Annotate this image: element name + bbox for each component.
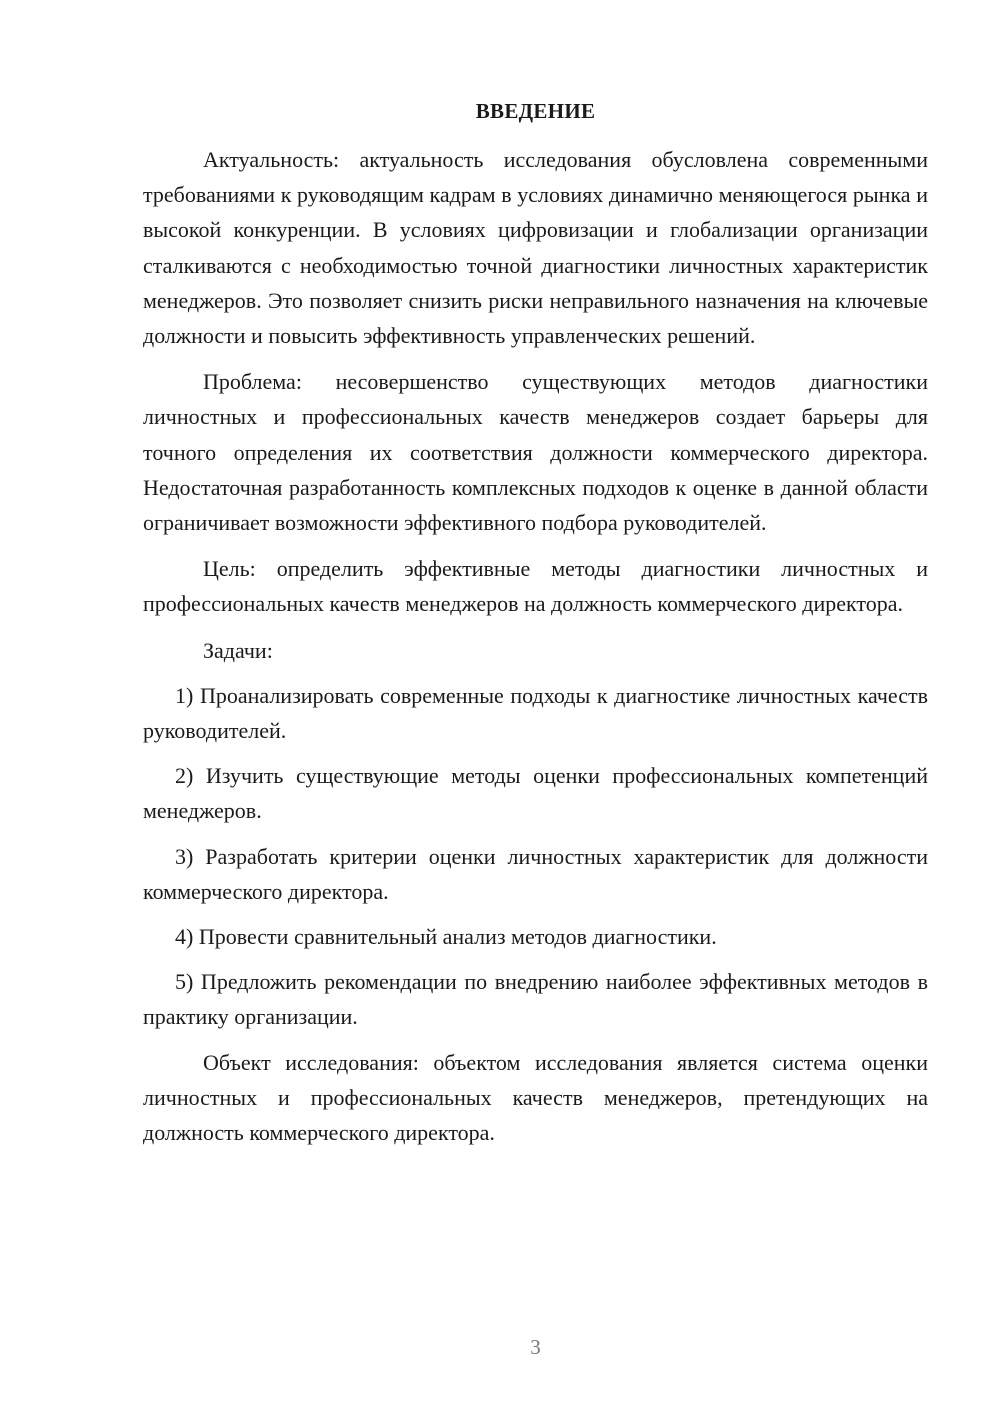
task-item-3: 3) Разработать критерии оценки личностных характеристик для должности коммерческого директора. xyxy=(143,843,928,904)
task-item-5: 5) Предложить рекомендации по внедрению наиболее эффективных методов в практику организации. xyxy=(143,969,928,1030)
relevance-paragraph: Актуальность: актуальность исследования обусловлена современными требованиями к руководящим кадрам в условиях динамично меняющегося рынка и высокой конкуренции. В условиях цифровизации и глобализации организации сталкиваются с необходимостью точной диагностики личностных характеристик менеджеров. Это позволяет снизить риски неправильного назначения на ключевые должности и повысить эффективность управленческих решений. xyxy=(143,147,928,349)
page-number: 3 xyxy=(530,1335,541,1359)
task-item-4: 4) Провести сравнительный анализ методов диагностики. xyxy=(175,924,717,950)
document-body xyxy=(143,142,928,1161)
document-page xyxy=(143,0,928,1414)
tasks-label: Задачи: xyxy=(203,637,273,663)
task-item-2: 2) Изучить существующие методы оценки профессиональных компетенций менеджеров. xyxy=(143,763,928,824)
section-heading: ВВЕДЕНИЕ xyxy=(475,99,596,123)
task-item-1: 1) Проанализировать современные подходы к диагностике личностных качеств руководителей. xyxy=(143,682,928,744)
goal-paragraph: Цель: определить эффективные методы диагностики личностных и профессиональных качеств менеджеров на должность коммерческого директора. xyxy=(143,556,928,617)
problem-paragraph: Проблема: несовершенство существующих методов диагностики личностных и профессиональных качеств менеджеров создает барьеры для точного определения их соответствия должности коммерческого директора. Недостаточная разработанность комплексных подходов к оценке в данной области ограничивает возможности эффективного подбора руководителей. xyxy=(143,369,928,536)
object-paragraph: Объект исследования: объектом исследования является система оценки личностных и профессиональных качеств менеджеров, претендующих на должность коммерческого директора. xyxy=(143,1049,928,1146)
